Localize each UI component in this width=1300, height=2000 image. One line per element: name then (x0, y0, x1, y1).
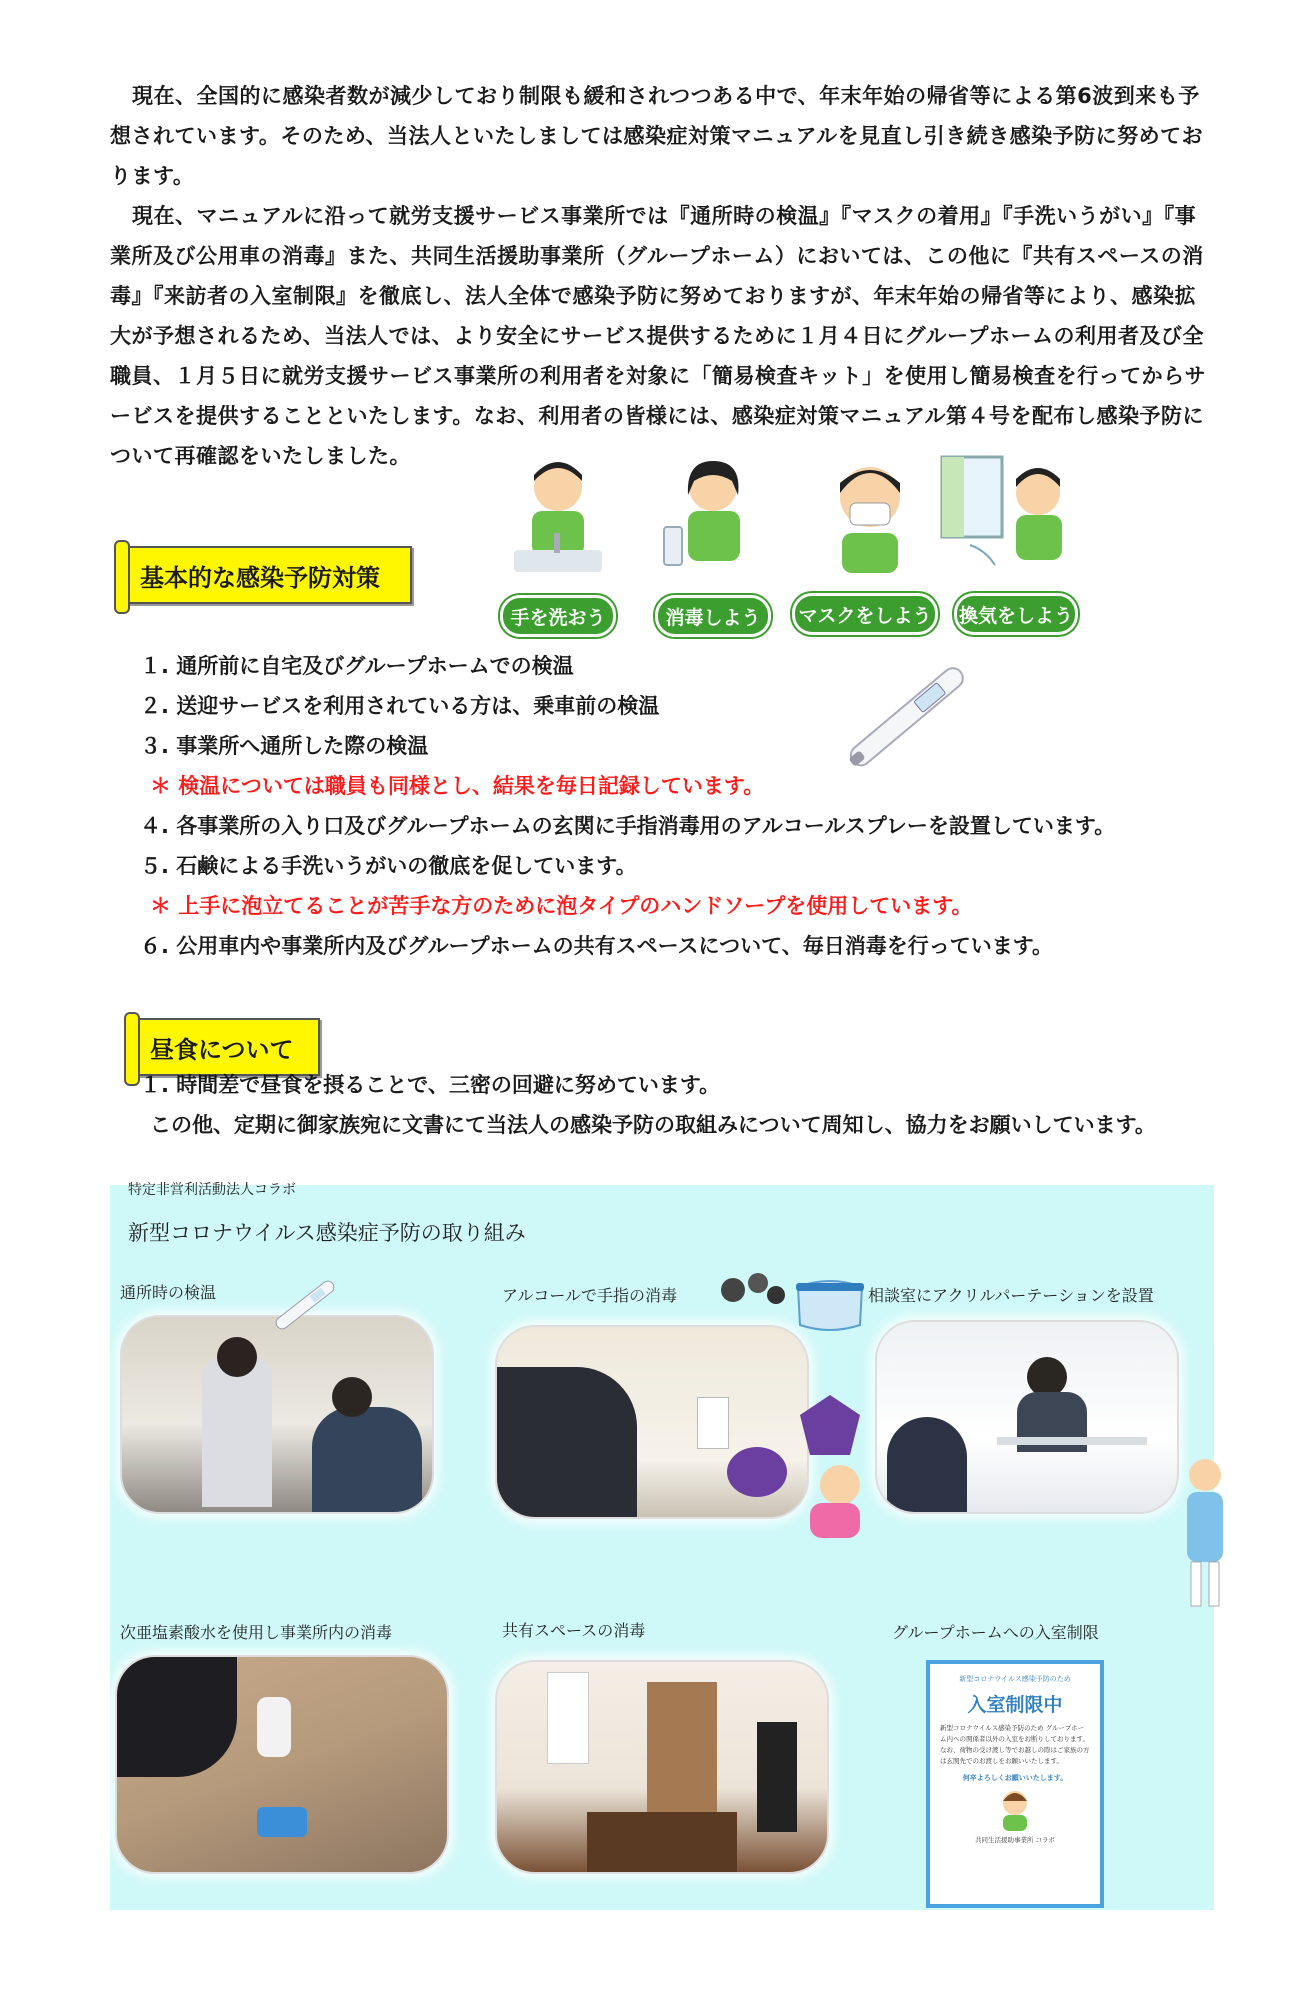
list-item: １. 時間差で昼食を摂ることで、三密の回避に努めています。 (140, 1073, 721, 1097)
caption-hypochlorous: 次亜塩素酸水を使用し事業所内の消毒 (120, 1623, 393, 1642)
handwash-label: 手を洗おう (500, 595, 616, 637)
photo-acrylic-partition (875, 1320, 1179, 1514)
list-item: ５. 石鹸による手洗いうがいの徹底を促しています。 (140, 854, 637, 878)
list-item: ４. 各事業所の入り口及びグループホームの玄関に手指消毒用のアルコールスプレーを設置しています。 (140, 814, 1116, 838)
intro-paragraph-1: 現在、全国的に感染者数が減少しており制限も緩和されつつある中で、年末年始の帰省等による第6波到来も予想されています。そのため、当法人といたしましては感染症対策マニュアルを見直し引き続き感染予防に努めております。 (110, 84, 1204, 188)
poster-org: 特定非営利活動法人コラボ (128, 1182, 296, 1198)
list-item: ３. 事業所へ通所した際の検温 (140, 734, 429, 758)
sanitize-label: 消毒しよう (655, 595, 771, 637)
section-title: 昼食について (150, 1035, 294, 1064)
list-item: １. 通所前に自宅及びグループホームでの検温 (140, 654, 574, 678)
basic-measures-list (140, 646, 1200, 966)
sign-small: 新型コロナウイルス感染予防のため (959, 1675, 1071, 1683)
list-item: ６. 公用車内や事業所内及びグループホームの共有スペースについて、毎日消毒を行っています。 (140, 934, 1054, 958)
photo-hand-sanitizing (495, 1325, 809, 1519)
caption-common-space: 共有スペースの消毒 (502, 1621, 646, 1640)
sign-title: 入室制限中 (967, 1694, 1063, 1716)
ventilation-label: 換気をしよう (954, 593, 1078, 635)
lunch-list (140, 1065, 1200, 1145)
note-red: ＊ 上手に泡立てることが苦手な方のために泡タイプのハンドソープを使用しています。 (150, 894, 973, 918)
entry-restriction-sign (926, 1660, 1104, 1908)
sanitize-icon (658, 455, 758, 580)
sick-girl-icon (770, 1385, 890, 1555)
sign-footer: 共同生活援助事業所 コラボ (974, 1836, 1056, 1844)
caption-temperature: 通所時の検温 (120, 1283, 217, 1302)
note-red: ＊ 検温については職員も同様とし、結果を毎日記録しています。 (150, 774, 765, 798)
caption-entry-restriction: グループホームへの入室制限 (892, 1623, 1099, 1642)
ventilation-icon (940, 455, 1080, 580)
photo-temperature-check (120, 1315, 434, 1514)
germ-icon (718, 1265, 788, 1315)
sign-body: 新型コロナウイルス感染予防のため グループホーム内への関係者以外の入室をお断りしております。 なお、荷物の受け渡し等でお越しの際はご家族の方は玄関先でのお渡しをお願いいたします。 (940, 1724, 1090, 1765)
intro-paragraph-2: 現在、マニュアルに沿って就労支援サービス事業所では『通所時の検温』『マスクの着用』『手洗いうがい』『事業所及び公用車の消毒』また、共同生活援助事業所（グループホーム）においては、この他に『共有スペースの消毒』『来訪者の入室制限』を徹底し、法人全体で感染予防に努めておりますが、年末年始の帰省等により、感染拡大が予想されるため、当法人では、より安全にサービス提供するために１月４日にグループホームの利用者及び全職員、１月５日に就労支援サービス事業所の利用者を対象に「簡易検査キット」を使用し簡易検査を行ってからサービスを提供することといたします。なお、利用者の皆様には、感染症対策マニュアル第４号を配布し感染予防について再確認をいたしました。 (110, 204, 1207, 468)
photo-table-disinfection (115, 1655, 449, 1874)
caption-partition: 相談室にアクリルパーテーションを設置 (868, 1286, 1154, 1305)
caption-alcohol: アルコールで手指の消毒 (502, 1286, 678, 1305)
section-banner-basic (120, 546, 412, 604)
mask-icon (820, 457, 920, 582)
mask-label: マスクをしよう (792, 593, 938, 635)
nurse-icon (1175, 1450, 1235, 1610)
infection-prevention-poster (110, 1182, 1214, 1910)
list-item: ２. 送迎サービスを利用されている方は、乗車前の検温 (140, 694, 660, 718)
face-shield-icon (790, 1275, 870, 1335)
section-title: 基本的な感染予防対策 (140, 563, 380, 592)
staff-avatar-icon (995, 1787, 1035, 1831)
thermometer-icon (270, 1275, 340, 1335)
illustration-row (500, 455, 1080, 640)
photo-common-space-cleaning (495, 1660, 829, 1874)
handwash-icon (508, 455, 608, 580)
closing-text: この他、定期に御家族宛に文書にて当法人の感染予防の取組みについて周知し、協力をお願いしています。 (150, 1113, 1156, 1137)
sign-thanks: 何卒よろしくお願いいたします。 (962, 1774, 1068, 1782)
poster-title: 新型コロナウイルス感染症予防の取り組み (128, 1221, 526, 1245)
intro-text (110, 76, 1210, 476)
